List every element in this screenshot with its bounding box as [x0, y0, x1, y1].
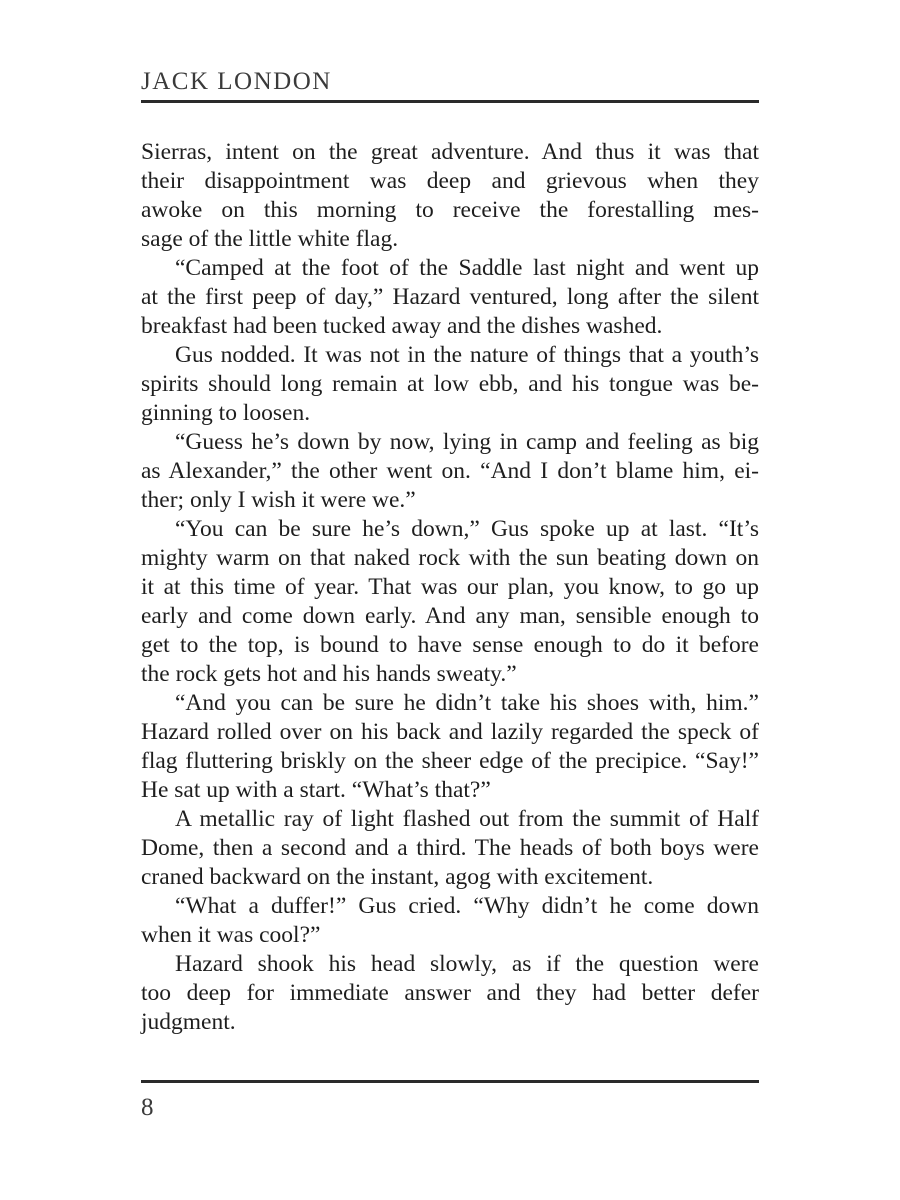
text-line: the rock gets hot and his hands sweaty.”	[141, 661, 517, 687]
paragraph	[141, 950, 759, 1037]
text-line: get to the top, is bound to have sense enough to do it before	[141, 632, 759, 658]
paragraph	[141, 689, 759, 805]
text-line: A metallic ray of light flashed out from the summit of Half	[175, 806, 759, 832]
paragraph	[141, 515, 759, 689]
text-line: Dome, then a second and a third. The heads of both boys were	[141, 835, 759, 861]
paragraph	[141, 892, 759, 950]
text-line: “Camped at the foot of the Saddle last night and went up	[175, 255, 759, 281]
text-line: “And you can be sure he didn’t take his shoes with, him.”	[175, 690, 759, 716]
paragraph	[141, 428, 759, 515]
text-line: mighty warm on that naked rock with the sun beating down on	[141, 545, 759, 571]
text-line: Hazard shook his head slowly, as if the question were	[175, 951, 759, 977]
text-line: awoke on this morning to receive the forestalling mes-	[141, 197, 759, 223]
text-line: ther; only I wish it were we.”	[141, 487, 416, 513]
paragraph	[141, 254, 759, 341]
text-line: craned backward on the instant, agog with excitement.	[141, 864, 654, 890]
running-head: JACK LONDON	[141, 68, 332, 95]
paragraph	[141, 805, 759, 892]
text-line: ginning to loosen.	[141, 400, 311, 426]
text-line: too deep for immediate answer and they had better defer	[141, 980, 759, 1006]
text-line: sage of the little white flag.	[141, 226, 399, 252]
page-number: 8	[141, 1094, 154, 1121]
text-line: as Alexander,” the other went on. “And I don’t blame him, ei-	[141, 458, 759, 484]
text-line: when it was cool?”	[141, 922, 321, 948]
paragraph	[141, 138, 759, 254]
body-text	[141, 138, 759, 1037]
text-line: spirits should long remain at low ebb, and his tongue was be-	[141, 371, 759, 397]
header-rule	[141, 100, 759, 103]
text-line: it at this time of year. That was our plan, you know, to go up	[141, 574, 759, 600]
text-line: Hazard rolled over on his back and lazily regarded the speck of	[141, 719, 759, 745]
text-line: “You can be sure he’s down,” Gus spoke up at last. “It’s	[175, 516, 759, 542]
text-line: breakfast had been tucked away and the dishes washed.	[141, 313, 663, 339]
text-line: judgment.	[141, 1009, 236, 1035]
paragraph	[141, 341, 759, 428]
text-line: Gus nodded. It was not in the nature of things that a youth’s	[175, 342, 759, 368]
footer-rule	[141, 1080, 759, 1083]
text-line: “What a duffer!” Gus cried. “Why didn’t he come down	[175, 893, 759, 919]
text-line: He sat up with a start. “What’s that?”	[141, 777, 491, 803]
text-line: “Guess he’s down by now, lying in camp and feeling as big	[175, 429, 759, 455]
text-line: flag fluttering briskly on the sheer edge of the precipice. “Say!”	[141, 748, 759, 774]
text-line: their disappointment was deep and grievous when they	[141, 168, 759, 194]
text-line: at the first peep of day,” Hazard ventured, long after the silent	[141, 284, 759, 310]
text-line: early and come down early. And any man, sensible enough to	[141, 603, 759, 629]
text-line: Sierras, intent on the great adventure. And thus it was that	[141, 139, 759, 165]
